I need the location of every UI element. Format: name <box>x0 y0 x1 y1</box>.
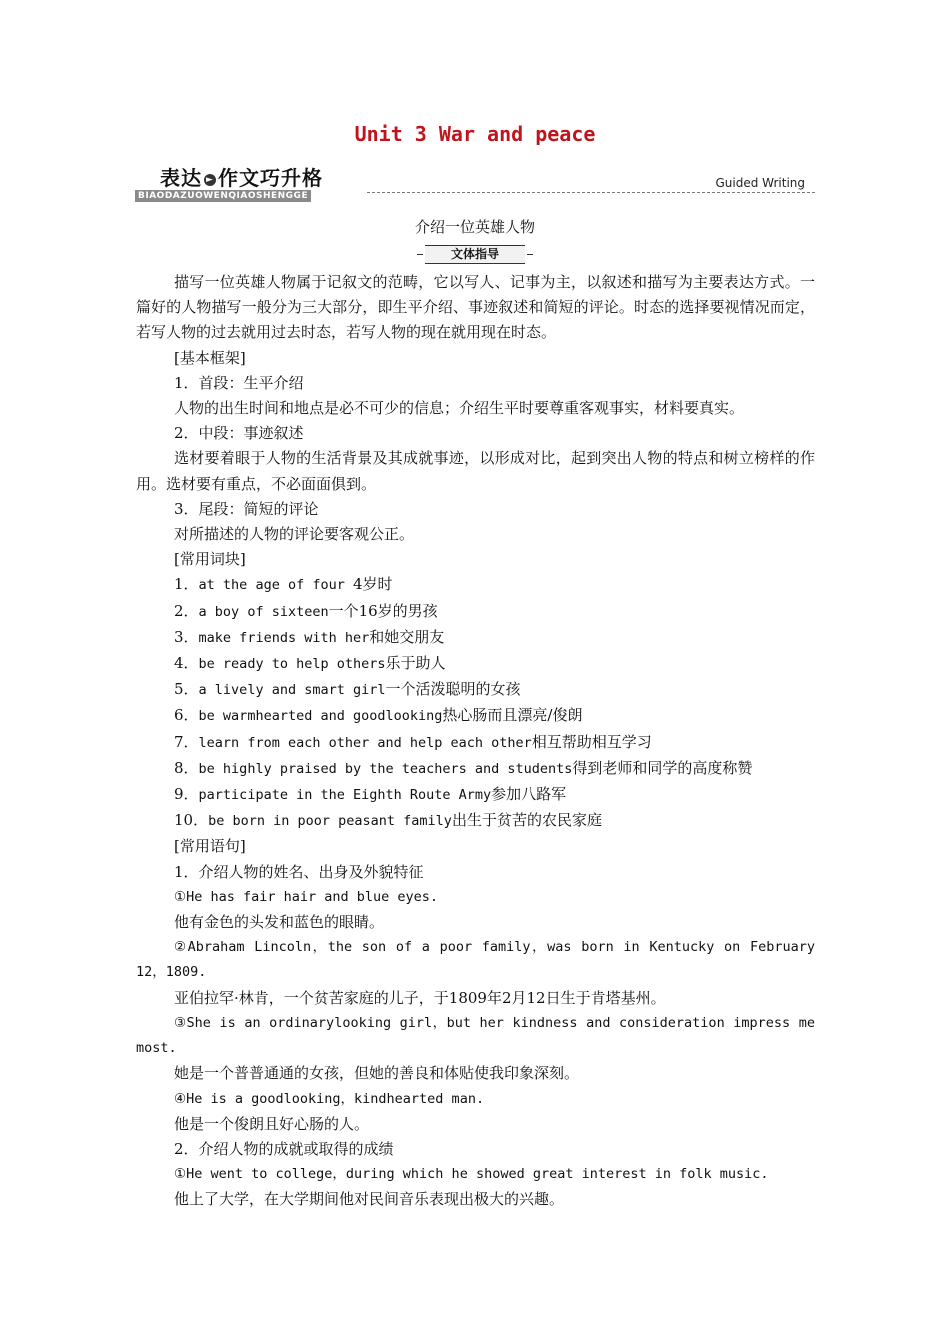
phrase-chinese: 热心肠而且漂亮/俊朗 <box>442 706 583 725</box>
framework-p2-text: 选材要着眼于人物的生活背景及其成就事迹，以形成对比，起到突出人物的特点和树立榜样的作用。选材要有重点，不必面面俱到。 <box>136 449 815 493</box>
arrow-icon: ► <box>204 174 216 186</box>
phrase-chinese: 一个活泼聪明的女孩 <box>385 680 521 699</box>
sentence-3-zh: 她是一个普普通通的女孩，但她的善良和体贴使我印象深刻。 <box>174 1064 580 1083</box>
unit-title: Unit 3 War and peace <box>354 122 596 146</box>
phrase-item <box>136 730 815 756</box>
phrase-chinese: 参加八路军 <box>491 785 567 804</box>
banner-divider <box>367 192 815 193</box>
framework-p3-title: 3．尾段：简短的评论 <box>174 499 319 518</box>
phrase-item <box>136 599 815 625</box>
intro-paragraph: 描写一位英雄人物属于记叙文的范畴，它以写人、记事为主，以叙述和描写为主要表达方式。一篇好的人物描写一般分为三大部分，即生平介绍、事迹叙述和简短的评论。时态的选择要视情况而定，若写人物的过去就用过去时态，若写人物的现在就用现在时态。 <box>136 273 815 342</box>
phrase-item <box>136 625 815 651</box>
phrase-item <box>136 808 815 834</box>
banner-heading-b: 作文巧升格 <box>218 166 323 190</box>
phrase-english: learn from each other and help each other <box>198 734 532 751</box>
phrase-number: 9． <box>174 785 199 804</box>
sentence-group-2-title: 2．介绍人物的成就或取得的成绩 <box>174 1139 394 1158</box>
phrase-chinese: 出生于贫苦的农民家庭 <box>451 811 602 830</box>
phrase-chinese: 相互帮助相互学习 <box>531 732 652 751</box>
framework-heading: [基本框架] <box>174 348 246 367</box>
sentence-5-zh: 他上了大学，在大学期间他对民间音乐表现出极大的兴趣。 <box>174 1190 565 1209</box>
phrase-english: participate in the Eighth Route Army <box>198 787 492 804</box>
phrase-english: a lively and smart girl <box>198 682 386 699</box>
framework-p1-title: 1．首段：生平介绍 <box>174 373 304 392</box>
banner-english-label: Guided Writing <box>715 176 805 190</box>
phrase-item <box>136 677 815 703</box>
phrase-chinese: 和她交朋友 <box>369 627 445 646</box>
section-banner <box>135 162 815 204</box>
banner-pinyin: BIAODAZUOWENQIAOSHENGGE <box>135 190 311 202</box>
phrase-item <box>136 572 815 598</box>
phrase-english: be born in poor peasant family <box>208 813 452 830</box>
framework-p3-text: 对所描述的人物的评论要客观公正。 <box>174 525 415 544</box>
sentence-4-zh: 他是一个俊朗且好心肠的人。 <box>174 1114 370 1133</box>
sentence-3-en: ③She is an ordinarylooking girl，but her kindness and consideration impress me most. <box>136 1014 815 1057</box>
phrase-english: make friends with her <box>198 629 370 646</box>
phrase-english: be warmhearted and goodlooking <box>198 708 443 725</box>
framework-p1-text: 人物的出生时间和地点是必不可少的信息；介绍生平时要尊重客观事实，材料要真实。 <box>174 399 745 418</box>
document-body <box>136 270 815 1213</box>
phrase-chinese: 得到老师和同学的高度称赞 <box>572 758 753 777</box>
phrase-item <box>136 703 815 729</box>
section-title: 介绍一位英雄人物 <box>414 218 535 236</box>
banner-heading-a: 表达 <box>160 166 202 190</box>
sentence-group-1-title: 1．介绍人物的姓名、出身及外貌特征 <box>174 862 424 881</box>
phrase-number: 5． <box>174 680 199 699</box>
sentence-5-en: ①He went to college，during which he showed great interest in folk music. <box>174 1166 769 1183</box>
phrase-chinese: 4岁时 <box>352 575 393 594</box>
sentences-heading: [常用语句] <box>174 837 246 856</box>
phrases-heading: [常用词块] <box>174 550 246 569</box>
phrase-number: 1． <box>174 575 199 594</box>
phrase-number: 3． <box>174 627 199 646</box>
phrase-number: 10． <box>174 811 209 830</box>
phrase-english: be ready to help others <box>198 656 386 673</box>
phrase-english: be highly praised by the teachers and students <box>198 760 573 777</box>
framework-p2-title: 2．中段：事迹叙述 <box>174 424 304 443</box>
phrase-number: 4． <box>174 654 199 673</box>
phrase-item <box>136 651 815 677</box>
phrase-list <box>136 572 815 834</box>
phrase-number: 7． <box>174 732 199 751</box>
phrase-chinese: 乐于助人 <box>385 654 446 673</box>
sentence-1-zh: 他有金色的头发和蓝色的眼睛。 <box>174 913 385 932</box>
phrase-item <box>136 782 815 808</box>
phrase-chinese: 一个16岁的男孩 <box>328 601 438 620</box>
phrase-number: 6． <box>174 706 199 725</box>
sentence-2-en: ②Abraham Lincoln，the son of a poor family，was born in Kentucky on February 12，1809. <box>136 939 815 981</box>
phrase-number: 8． <box>174 758 199 777</box>
phrase-english: at the age of four <box>198 577 353 594</box>
phrase-item <box>136 756 815 782</box>
sentence-1-en: ①He has fair hair and blue eyes. <box>174 888 439 905</box>
phrase-english: a boy of sixteen <box>198 603 329 620</box>
sentence-4-en: ④He is a goodlooking，kindhearted man. <box>174 1090 485 1107</box>
sentence-2-zh: 亚伯拉罕·林肯，一个贫苦家庭的儿子，于1809年2月12日生于肯塔基州。 <box>174 988 666 1007</box>
style-guide-tag: 文体指导 <box>425 245 525 264</box>
phrase-number: 2． <box>174 601 199 620</box>
banner-heading <box>160 162 323 191</box>
